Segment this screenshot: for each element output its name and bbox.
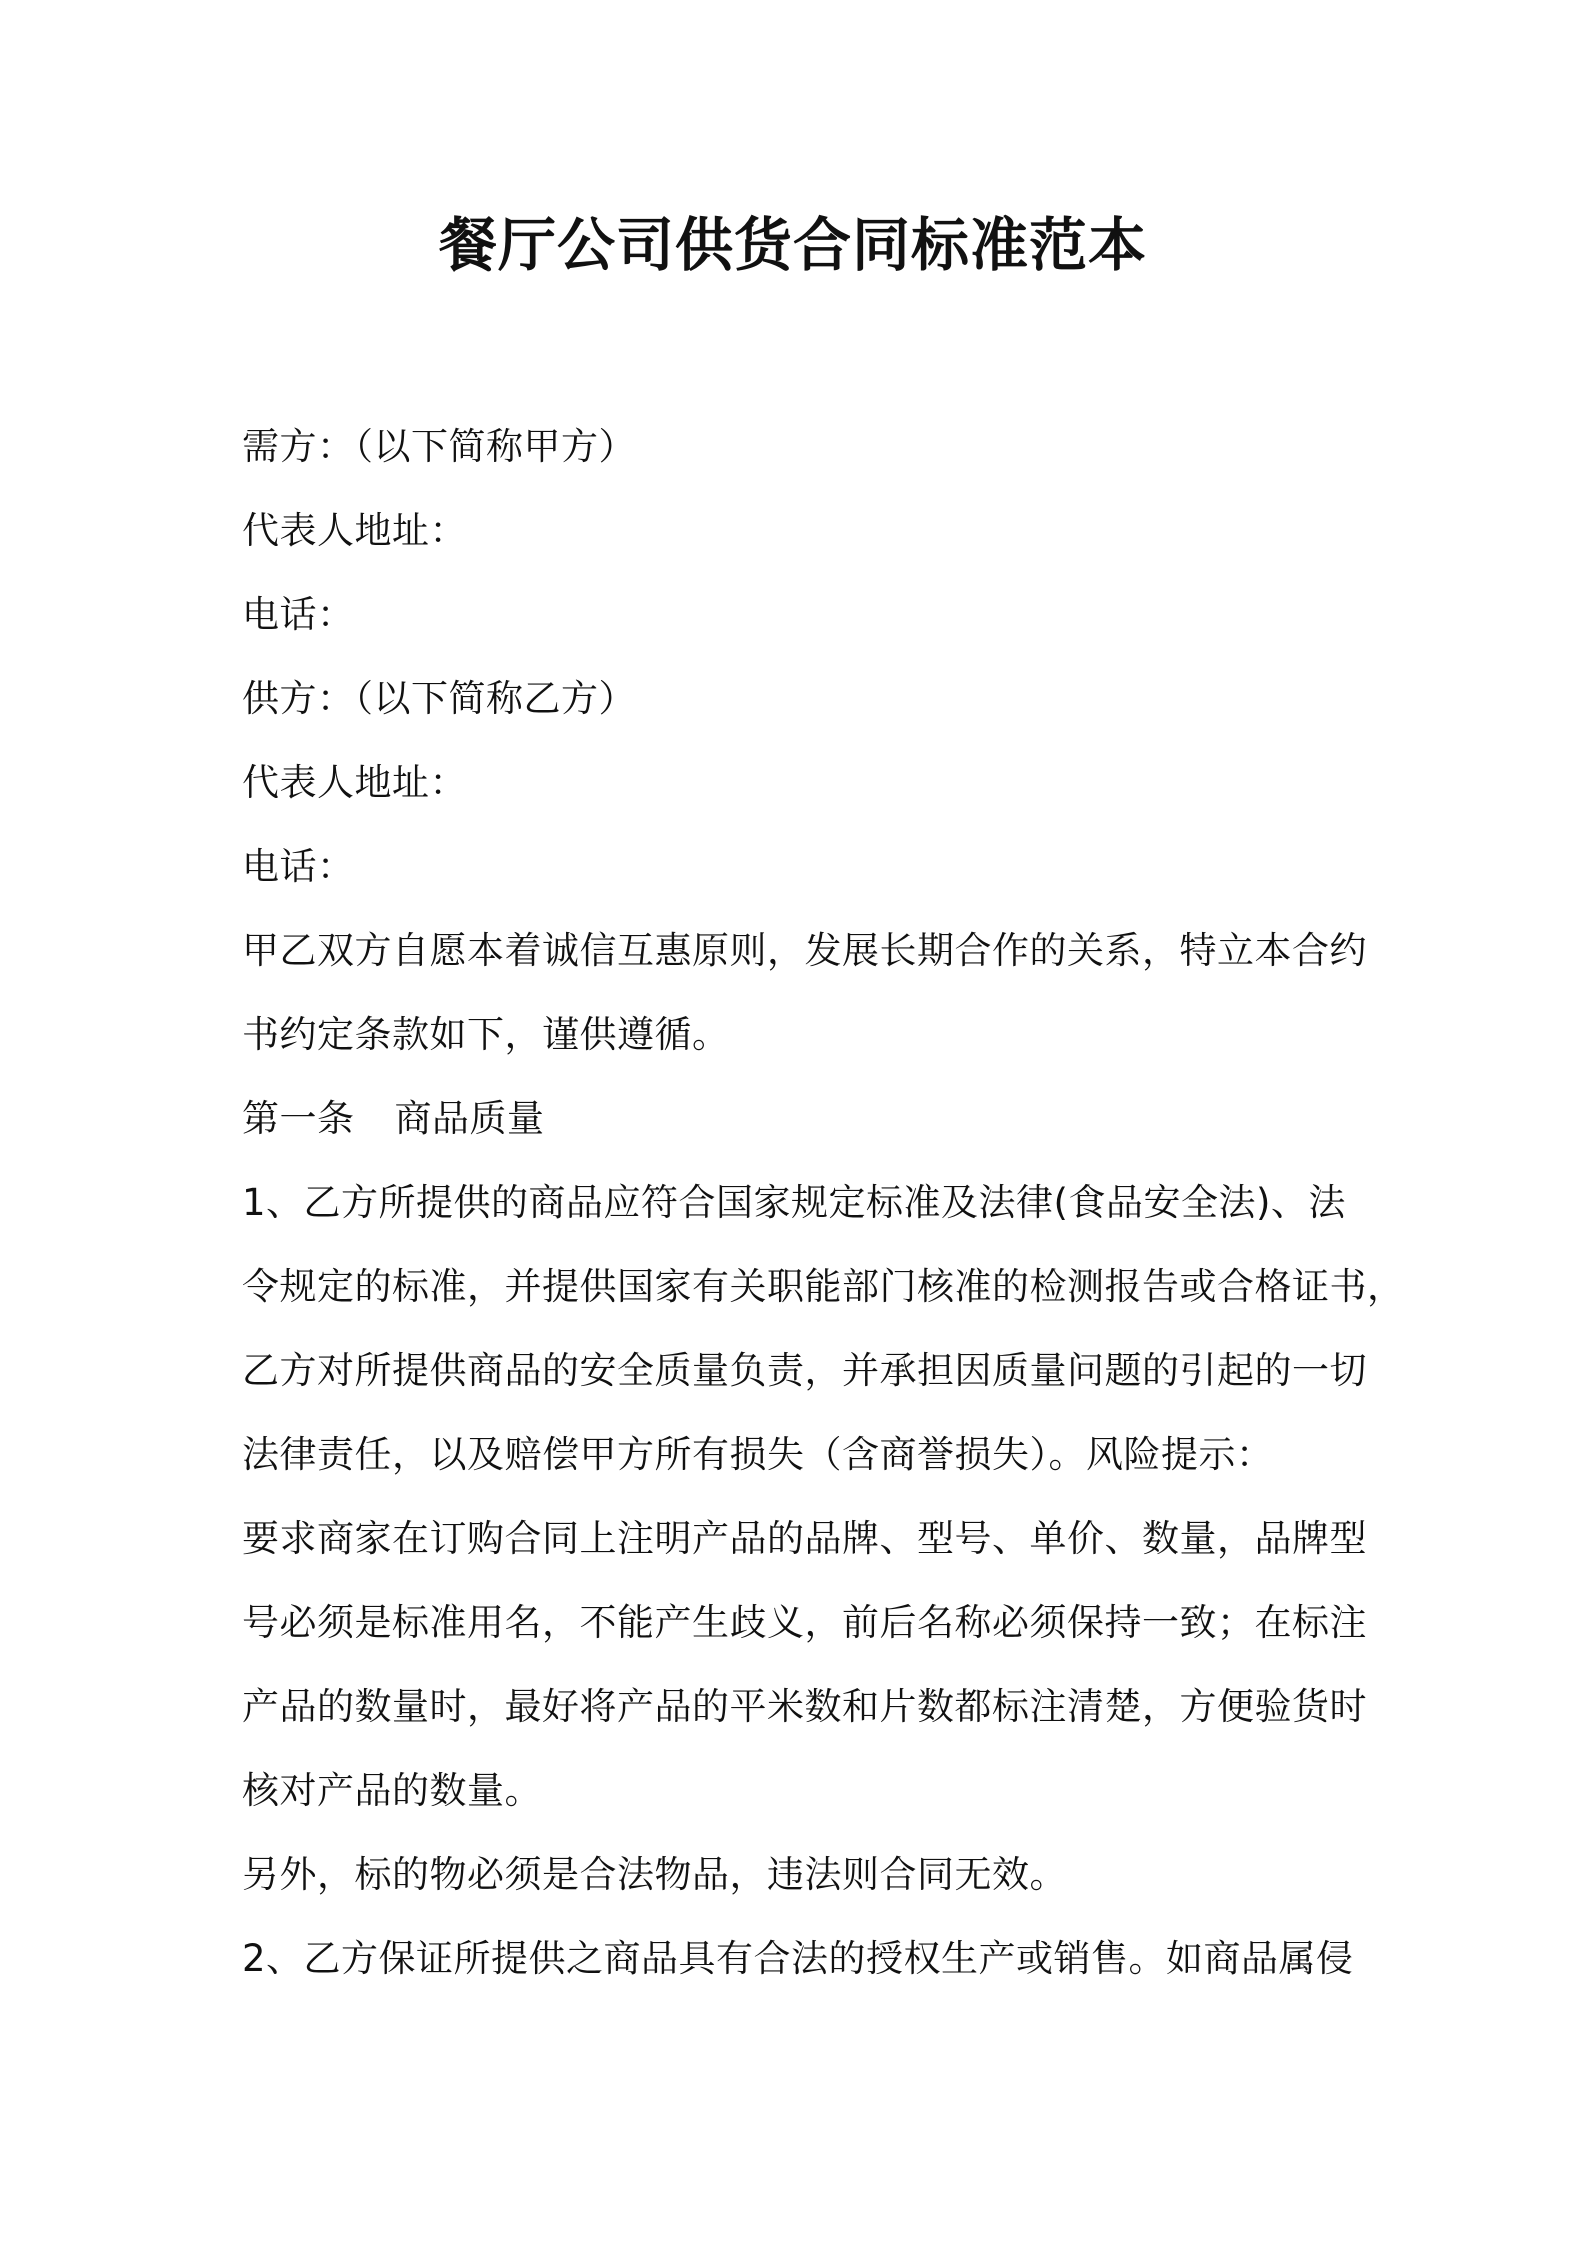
risk-note-line-4: 核对产品的数量。 xyxy=(242,1769,542,1812)
clause-1-line-2: 令规定的标准，并提供国家有关职能部门核准的检测报告或合格证书， xyxy=(242,1265,1405,1308)
buyer-line: 需方：（以下简称甲方） xyxy=(242,425,636,468)
risk-note-line-2: 号必须是标准用名，不能产生歧义，前后名称必须保持一致；在标注 xyxy=(242,1601,1367,1644)
buyer-address-line: 代表人地址： xyxy=(242,509,467,552)
document-title: 餐厅公司供货合同标准范本 xyxy=(438,211,1147,279)
clause-1-line-3: 乙方对所提供商品的安全质量负责，并承担因质量问题的引起的一切 xyxy=(242,1349,1367,1392)
article-1-title: 商品质量 xyxy=(394,1097,545,1140)
risk-note-line-1: 要求商家在订购合同上注明产品的品牌、型号、单价、数量，品牌型 xyxy=(242,1517,1367,1560)
clause-2-line-1: 2、乙方保证所提供之商品具有合法的授权生产或销售。如商品属侵 xyxy=(242,1937,1354,1980)
risk-note-line-3: 产品的数量时，最好将产品的平米数和片数都标注清楚，方便验货时 xyxy=(242,1685,1367,1728)
clause-1-line-4: 法律责任，以及赔偿甲方所有损失（含商誉损失）。风险提示： xyxy=(242,1433,1274,1476)
supplier-line: 供方：（以下简称乙方） xyxy=(242,677,636,720)
article-1-number: 第一条 xyxy=(242,1097,355,1140)
clause-1-line-1: 1、乙方所提供的商品应符合国家规定标准及法律(食品安全法)、法 xyxy=(242,1181,1346,1224)
supplier-address-line: 代表人地址： xyxy=(242,761,467,804)
legality-note-line: 另外，标的物必须是合法物品，违法则合同无效。 xyxy=(242,1853,1067,1896)
preamble-line-1: 甲乙双方自愿本着诚信互惠原则，发展长期合作的关系，特立本合约 xyxy=(242,929,1367,972)
supplier-phone-line: 电话： xyxy=(242,845,355,888)
preamble-line-2: 书约定条款如下，谨供遵循。 xyxy=(242,1013,730,1056)
document-body xyxy=(242,405,1405,2001)
buyer-phone-line: 电话： xyxy=(242,593,355,636)
article-1-heading xyxy=(242,1077,1362,1161)
